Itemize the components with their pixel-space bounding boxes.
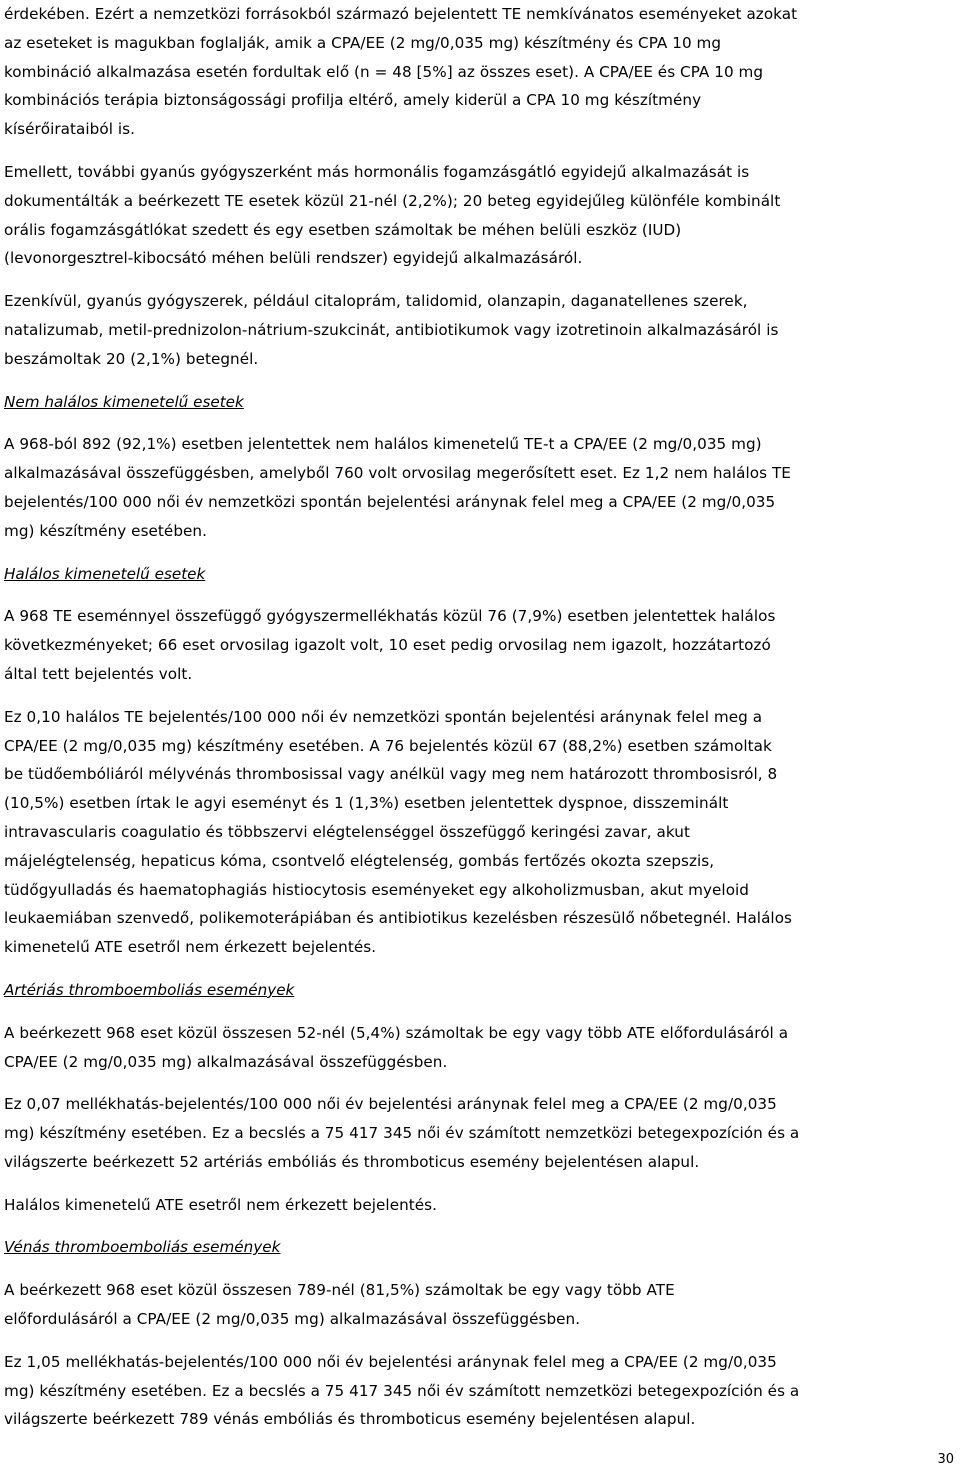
text-line: Nem halálos kimenetelű esetek <box>4 392 244 411</box>
body-paragraph <box>4 1019 957 1077</box>
body-paragraph <box>4 287 957 373</box>
text-line: kísérőirataiból is. <box>4 120 135 139</box>
text-line: kombinációs terápia biztonságossági profilja eltérő, amely kiderül a CPA 10 mg készítmény <box>4 91 702 110</box>
text-line: kimenetelű ATE esetről nem érkezett bejelentés. <box>4 938 377 957</box>
text-line: előfordulásáról a CPA/EE (2 mg/0,035 mg) alkalmazásával összefüggésben. <box>4 1310 581 1329</box>
text-line: (10,5%) esetben írtak le agyi eseményt és 1 (1,3%) esetben jelentettek dyspnoe, disszeminált <box>4 794 729 813</box>
body-paragraph <box>4 158 957 273</box>
text-line: Artériás thromboemboliás események <box>4 980 295 999</box>
text-line: (levonorgesztrel-kibocsátó méhen belüli rendszer) egyidejű alkalmazásáról. <box>4 249 583 268</box>
text-line: alkalmazásával összefüggésben, amelyből 760 volt orvosilag megerősített eset. Ez 1,2 nem halálos TE <box>4 464 791 483</box>
text-line: intravascularis coagulatio és többszervi elégtelenséggel összefüggő keringési zavar, akut <box>4 822 690 841</box>
text-line: A 968-ból 892 (92,1%) esetben jelentettek nem halálos kimenetelű TE-t a CPA/EE (2 mg/0,035 mg) <box>4 435 762 454</box>
text-line: mg) készítmény esetében. <box>4 521 207 540</box>
section-heading <box>4 976 957 1005</box>
body-paragraph <box>4 1348 957 1434</box>
body-paragraph <box>4 0 957 144</box>
body-paragraph <box>4 703 957 962</box>
document-page <box>4 0 957 1448</box>
text-line: beszámoltak 20 (2,1%) betegnél. <box>4 349 259 368</box>
body-paragraph <box>4 1276 957 1334</box>
text-line: A beérkezett 968 eset közül összesen 789-nél (81,5%) számoltak be egy vagy több ATE <box>4 1281 675 1300</box>
text-line: világszerte beérkezett 52 artériás embóliás és thromboticus esemény bejelentésen alapul. <box>4 1152 700 1171</box>
page-number: 30 <box>937 1452 954 1467</box>
text-line: A beérkezett 968 eset közül összesen 52-nél (5,4%) számoltak be egy vagy több ATE előfordulásáról a <box>4 1023 789 1042</box>
text-line: által tett bejelentés volt. <box>4 664 193 683</box>
body-paragraph <box>4 1090 957 1176</box>
text-line: Ez 0,07 mellékhatás-bejelentés/100 000 női év bejelentési aránynak felel meg a CPA/EE (2 mg/0,035 <box>4 1095 777 1114</box>
text-line: mg) készítmény esetében. Ez a becslés a 75 417 345 női év számított nemzetközi betegexpozíción és a <box>4 1124 800 1143</box>
text-line: leukaemiában szenvedő, polikemoterápiában és antibiotikus kezelésben részesülő nőbetegnél. Halálos <box>4 909 792 928</box>
text-line: világszerte beérkezett 789 vénás embóliás és thromboticus esemény bejelentésen alapul. <box>4 1410 696 1429</box>
text-line: Ezenkívül, gyanús gyógyszerek, például citaloprám, talidomid, olanzapin, daganatellenes szerek, <box>4 292 748 311</box>
section-heading <box>4 1233 957 1262</box>
text-line: kombináció alkalmazása esetén fordultak elő (n = 48 [5%] az összes eset). A CPA/EE és CPA 10 mg <box>4 62 764 81</box>
text-line: be tüdőembóliáról mélyvénás thrombosissal vagy anélkül vagy meg nem határozott thrombosisról, 8 <box>4 765 778 784</box>
text-line: az eseteket is magukban foglalják, amik a CPA/EE (2 mg/0,035 mg) készítmény és CPA 10 mg <box>4 33 722 52</box>
text-line: dokumentálták a beérkezett TE esetek közül 21-nél (2,2%); 20 beteg egyidejűleg különféle kombinált <box>4 191 781 210</box>
text-line: Halálos kimenetelű ATE esetről nem érkezett bejelentés. <box>4 1195 438 1214</box>
body-paragraph <box>4 602 957 688</box>
text-line: tüdőgyulladás és haematophagiás histiocytosis eseményeket egy alkoholizmusban, akut myeloid <box>4 880 749 899</box>
text-line: natalizumab, metil-prednizolon-nátrium-szukcinát, antibiotikumok vagy izotretinoin alkalmazásáról is <box>4 320 779 339</box>
text-line: CPA/EE (2 mg/0,035 mg) készítmény esetében. A 76 bejelentés közül 67 (88,2%) esetben számoltak <box>4 736 772 755</box>
text-line: bejelentés/100 000 női év nemzetközi spontán bejelentési aránynak felel meg a CPA/EE (2 mg/0,035 <box>4 492 776 511</box>
body-paragraph <box>4 1191 957 1220</box>
text-line: következményeket; 66 eset orvosilag igazolt volt, 10 eset pedig orvosilag nem igazolt, hozzátartozó <box>4 636 771 655</box>
text-line: orális fogamzásgátlókat szedett és egy esetben számoltak be méhen belüli eszköz (IUD) <box>4 220 682 239</box>
text-line: mg) készítmény esetében. Ez a becslés a 75 417 345 női év számított nemzetközi betegexpozíción és a <box>4 1381 800 1400</box>
text-line: CPA/EE (2 mg/0,035 mg) alkalmazásával összefüggésben. <box>4 1052 448 1071</box>
section-heading <box>4 388 957 417</box>
body-paragraph <box>4 430 957 545</box>
text-line: Ez 1,05 mellékhatás-bejelentés/100 000 női év bejelentési aránynak felel meg a CPA/EE (2 mg/0,035 <box>4 1352 777 1371</box>
text-line: Halálos kimenetelű esetek <box>4 564 206 583</box>
text-line: Ez 0,10 halálos TE bejelentés/100 000 női év nemzetközi spontán bejelentési aránynak felel meg a <box>4 707 763 726</box>
text-line: Emellett, további gyanús gyógyszerként más hormonális fogamzásgátló egyidejű alkalmazását is <box>4 162 750 181</box>
text-line: májelégtelenség, hepaticus kóma, csontvelő elégtelenség, gombás fertőzés okozta szepszis, <box>4 851 715 870</box>
text-line: A 968 TE eseménnyel összefüggő gyógyszermellékhatás közül 76 (7,9%) esetben jelentettek halálos <box>4 607 776 626</box>
section-heading <box>4 560 957 589</box>
text-line: Vénás thromboemboliás események <box>4 1238 281 1257</box>
text-line: érdekében. Ezért a nemzetközi forrásokból származó bejelentett TE nemkívánatos eseményeket azokat <box>4 5 798 23</box>
